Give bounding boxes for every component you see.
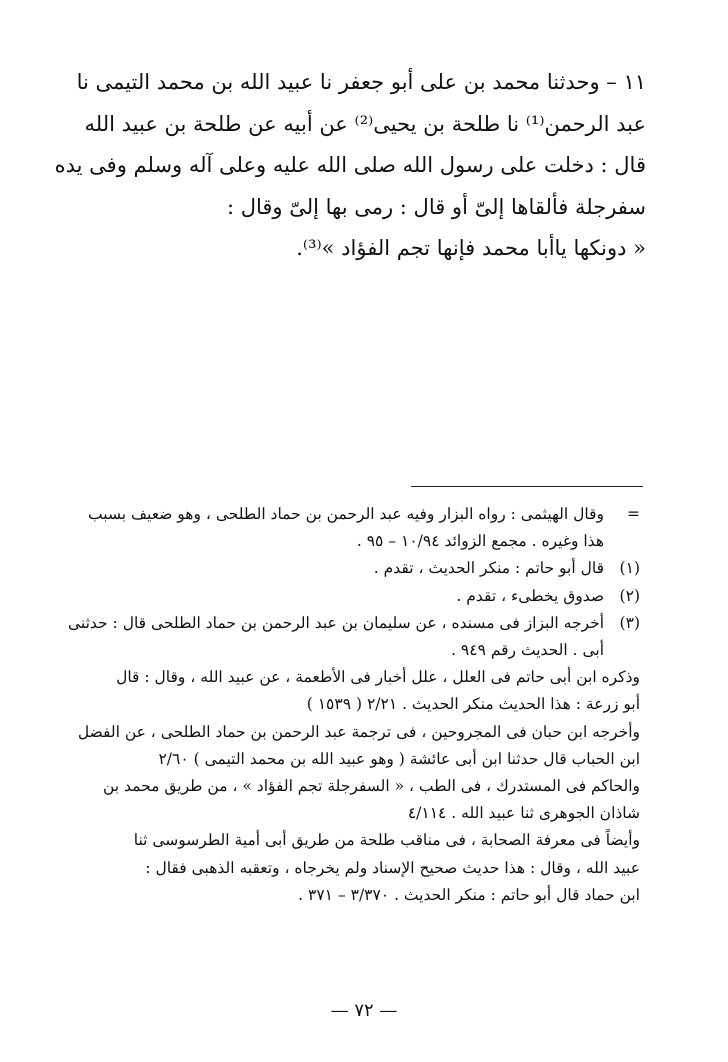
footnote-marker: (١) <box>619 559 640 578</box>
footnote-line: هذا وغيره . مجمع الزوائد ١٠/٩٤ – ٩٥ . <box>356 532 604 551</box>
footnote-line: أخرجه البزاز فى مسنده ، عن سليمان بن عبد الرحمن بن حماد الطلحى قال : حدثنى <box>67 613 604 632</box>
footnote-line: قال أبو حاتم : منكر الحديث ، تقدم . <box>373 559 604 578</box>
footnote-line: وأيضاً فى معرفة الصحابة ، فى مناقب طلحة من طريق أبى أمية الطرسوسى ثنا <box>133 831 640 850</box>
main-text-line: عبد الرحمن⁽¹⁾ نا طلحة بن يحيى⁽²⁾ عن أبيه عن طلحة بن عبيد الله <box>84 111 646 136</box>
footnote-3-continuation <box>77 664 640 909</box>
footnote-separator <box>411 486 643 487</box>
footnote-line: وذكره ابن أبى حاتم فى العلل ، علل أخبار فى الأطعمة ، عن عبيد الله ، وقال : قال <box>116 668 640 687</box>
footnote-marker: (٣) <box>619 613 640 632</box>
main-text-line: « دونكها ياأبا محمد فإنها تجم الفؤاد »⁽³⁾. <box>296 236 646 260</box>
footnote-line: شاذان الجوهرى ثنا عبيد الله . ٤/١١٤ <box>407 804 640 823</box>
main-text-line: قال : دخلت على رسول الله صلى الله عليه وعلى آله وسلم وفى يده <box>54 153 646 177</box>
footnote-line: ابن الحباب قال حدثنا ابن أبى عائشة ( وهو عبيد الله بن محمد التيمى ) ٢/٦٠ <box>158 749 640 768</box>
footnote-line: أبى . الحديث رقم ٩٤٩ . <box>451 641 604 660</box>
footnote-line: أبو زرعة : هذا الحديث منكر الحديث . ٢/٢١ ( ١٥٣٩ ) <box>306 695 640 714</box>
footnote-marker: = <box>627 505 640 523</box>
footnote-continued <box>82 501 640 555</box>
footnote-2 <box>82 583 640 610</box>
footnote-line: ابن حماد قال أبو حاتم : منكر الحديث . ٣/٣٧٠ – ٣٧١ . <box>298 885 640 904</box>
footnotes <box>67 501 640 909</box>
footnote-marker: (٢) <box>619 586 640 605</box>
footnote-line: عبيد الله ، وقال : هذا حديث صحيح الإسناد ولم يخرجاه ، وتعقبه الذهبى فقال : <box>145 858 640 877</box>
footnote-line: وقال الهيثمى : رواه البزار وفيه عبد الرحمن بن حماد الطلحى ، وهو ضعيف بسبب <box>88 505 604 523</box>
main-text-line: سفرجلة فألقاها إلىّ أو قال : رمى بها إلىّ وقال : <box>226 194 646 219</box>
main-text-line: ١١ – وحدثنا محمد بن على أبو جعفر نا عبيد الله بن محمد التيمى نا <box>76 70 646 94</box>
page-number: — ٧٢ — <box>330 1000 398 1021</box>
footnote-1 <box>82 555 640 582</box>
main-text <box>54 62 646 270</box>
footnote-line: صدوق يخطىء ، تقدم . <box>456 586 604 605</box>
footnote-3 <box>67 610 640 664</box>
footnote-line: وأخرجه ابن حبان فى المجروحين ، فى ترجمة عبد الرحمن بن حماد الطلحى ، عن الفضل <box>77 722 640 741</box>
footnote-line: والحاكم فى المستدرك ، فى الطب ، « السفرجلة تجم الفؤاد » ، من طريق محمد بن <box>103 777 640 796</box>
